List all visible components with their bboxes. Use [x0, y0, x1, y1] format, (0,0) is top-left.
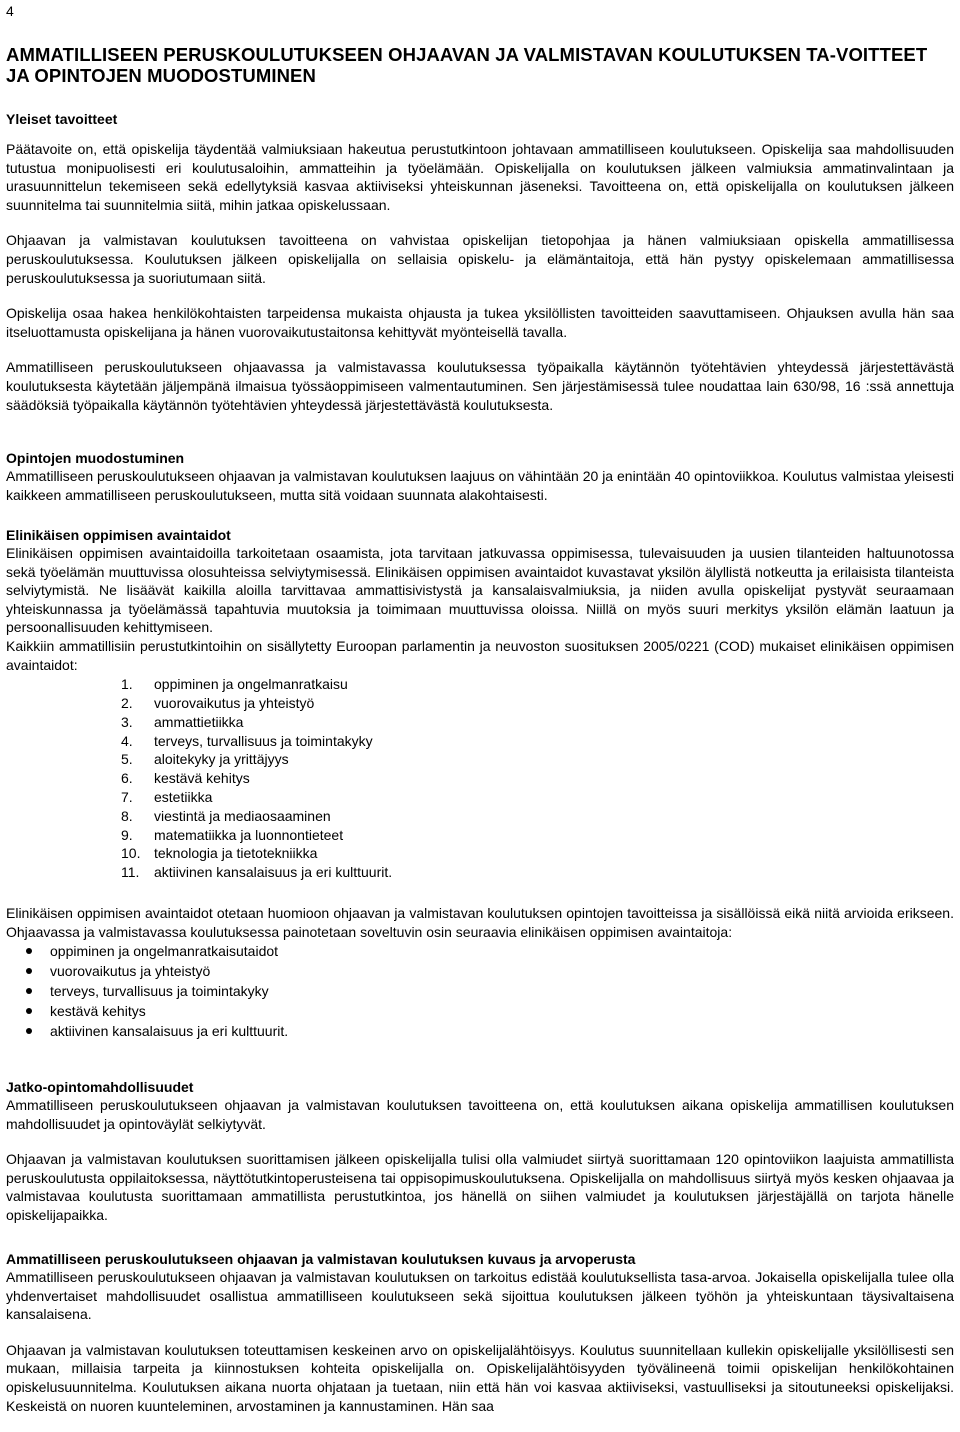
page-number: 4	[6, 3, 14, 19]
paragraph: Ammatilliseen peruskoulutukseen ohjaavan ja valmistavan koulutuksen on tarkoitus edistää koulutuksellista tasa-arvoa. Jokaisella opiskelijalla tulee olla yhdenvertaiset mahdollisuudet osallistua ammatilliseen koulutukseen sekä sijoittua koulutuksen jälkeen työhön ja yhteiskuntaan täysivaltaisena kansalaisena.	[6, 1269, 954, 1323]
list-item-text: estetiikka	[154, 788, 213, 805]
bullet-item-text: kestävä kehitys	[50, 1003, 146, 1020]
numbered-list	[6, 675, 954, 882]
list-number: 10.	[121, 845, 141, 862]
section-heading: Yleiset tavoitteet	[6, 111, 118, 127]
list-number: 1.	[121, 676, 133, 693]
list-item	[6, 807, 954, 826]
bullet-item	[6, 961, 954, 981]
list-item	[6, 750, 954, 769]
list-number: 7.	[121, 788, 133, 805]
section-heading: Elinikäisen oppimisen avaintaidot	[6, 527, 231, 543]
list-item	[6, 675, 954, 694]
bullet-item-text: aktiivinen kansalaisuus ja eri kulttuurit.	[50, 1023, 289, 1040]
list-item-text: ammattietiikka	[154, 713, 244, 730]
list-number: 9.	[121, 826, 133, 843]
list-item-text: aktiivinen kansalaisuus ja eri kulttuurit.	[154, 864, 393, 881]
bullet-list	[6, 941, 954, 1041]
list-number: 3.	[121, 713, 133, 730]
list-item	[6, 694, 954, 713]
section-elinikaisen-oppimisen-avaintaidot	[6, 526, 954, 882]
list-number: 2.	[121, 694, 133, 711]
section-heading: Jatko-opintomahdollisuudet	[6, 1079, 194, 1095]
paragraph: Ammatilliseen peruskoulutukseen ohjaavassa ja valmistavassa koulutuksessa työpaikalla käytännön työtehtävien yhteydessä järjestettävästä koulutuksesta käytetään jäljempänä ilmaisua työssäoppimiseen valmentautuminen. Sen järjestämisessä tulee noudattaa lain 630/98, 16 :ssä annettuja säädöksiä työpaikalla käytännön työtehtävien yhteydessä järjestettävästä koulutuksesta.	[6, 359, 954, 413]
list-item-text: oppiminen ja ongelmanratkaisu	[154, 676, 348, 693]
paragraph: Ammatilliseen peruskoulutukseen ohjaavan ja valmistavan koulutuksen laajuus on vähintään 20 ja enintään 40 opintoviikkoa. Koulutus valmistaa yleisesti kaikkeen ammatilliseen peruskoulutukseen, mutta sitä voidaan suunnata alakohtaisesti.	[6, 468, 954, 503]
list-item-text: kestävä kehitys	[154, 770, 250, 787]
bullet-icon	[26, 1028, 32, 1034]
list-item-text: aloitekyky ja yrittäjyys	[154, 751, 289, 768]
paragraph: Ammatilliseen peruskoulutukseen ohjaavan ja valmistavan koulutuksen tavoitteena on, että koulutuksen aikana opiskelija ammatillisen koulutuksen mahdollisuudet ja opintoväylät selkiytyvät.	[6, 1097, 954, 1132]
section-koulutuksen-kuvaus-ja-arvoperusta	[6, 1250, 954, 1432]
section-opintojen-muodostuminen	[6, 449, 954, 521]
paragraph: Elinikäisen oppimisen avaintaidoilla tarkoitetaan osaamista, jota tarvitaan jatkuvassa oppimisessa, tulevaisuuden ja uusien tilanteiden haltuunotossa sekä työelämän muuttuvissa olosuhteissa selviytymisessä. Elinikäisen oppimisen avaintaidot kuvastavat yksilön älyllistä notkeutta ja erilaisista tilanteista selviytymistä. Ne lisäävät kaikilla aloilla tarvittavaa ammattisivistystä ja kansalaisvalmiuksia, ja niiden avulla opiskelijat pystyvät seuraamaan yhteiskunnassa ja työelämässä tapahtuvia muutoksia ja toimimaan muuttuvissa oloissa. Niillä on myös suuri merkitys yksilön elämän laatuun ja persoonallisuuden kehittymiseen.	[6, 545, 954, 636]
list-item	[6, 788, 954, 807]
list-number: 11.	[121, 864, 140, 881]
paragraph: Ohjaavan ja valmistavan koulutuksen suorittamisen jälkeen opiskelijalla tulisi olla valmiudet siirtyä suorittamaan 120 opintoviikon laajuista ammatillista peruskoulutusta oppilaitoksessa, näyttötutkintoperusteisena tai oppisopimuskoulutuksena. Opiskelijalla on mahdollisuus siirtyä myös kesken ohjaavaa ja valmistavaa koulutusta suorittamaan ammatillista perustutkintoa, jos hänellä on siihen valmiudet ja koulutuksen järjestäjällä on tarjota hänelle opiskelijapaikka.	[6, 1151, 954, 1223]
list-number: 4.	[121, 732, 133, 749]
list-item-text: matematiikka ja luonnontieteet	[154, 826, 344, 843]
section-heading: Ammatilliseen peruskoulutukseen ohjaavan ja valmistavan koulutuksen kuvaus ja arvoperusta	[6, 1251, 636, 1267]
list-item	[6, 844, 954, 863]
section-heading: Opintojen muodostuminen	[6, 450, 185, 466]
bullet-item	[6, 941, 954, 961]
list-number: 8.	[121, 807, 133, 824]
list-item-text: vuorovaikutus ja yhteistyö	[154, 694, 315, 711]
bullet-item	[6, 1001, 954, 1021]
list-item	[6, 732, 954, 751]
list-number: 5.	[121, 751, 133, 768]
bullet-icon	[26, 948, 32, 954]
paragraph: Opiskelija osaa hakea henkilökohtaisten tarpeidensa mukaista ohjausta ja tukea yksilöllisten tavoitteiden saavuttamiseen. Ohjauksen avulla hän saa itseluottamusta opiskelijana ja hänen vuorovaikutustaitonsa kehittyvät myönteisellä tavalla.	[6, 305, 954, 340]
section-yleiset-tavoitteet	[6, 110, 954, 431]
paragraph: Elinikäisen oppimisen avaintaidot otetaan huomioon ohjaavan ja valmistavan koulutuksen opintojen tavoitteissa ja sisällöissä eikä niitä arvioida erikseen. Ohjaavassa ja valmistavassa koulutuksessa painotetaan soveltuvin osin seuraavia elinikäisen oppimisen avaintaitoja:	[6, 905, 954, 940]
page-title: AMMATILLISEEN PERUSKOULUTUKSEEN OHJAAVAN JA VALMISTAVAN KOULUTUKSEN TA-VOITTEET JA OPINTOJEN MUODOSTUMINEN	[6, 44, 928, 86]
bullet-item-text: terveys, turvallisuus ja toimintakyky	[50, 983, 269, 1000]
list-item-text: viestintä ja mediaosaaminen	[154, 807, 331, 824]
paragraph: Ohjaavan ja valmistavan koulutuksen tavoitteena on vahvistaa opiskelijan tietopohjaa ja hänen valmiuksiaan opiskella ammatillisessa peruskoulutuksessa. Koulutuksen jälkeen opiskelijalla on sellaisia opiskelu- ja elämäntaitoja, että hän pystyy opiskelemaan ammatillisessa peruskoulutuksessa ja suoriutumaan siitä.	[6, 232, 954, 286]
bullet-icon	[26, 988, 32, 994]
section-avaintaidot-painotus	[6, 904, 954, 1041]
paragraph: Päätavoite on, että opiskelija täydentää valmiuksiaan hakeutua perustutkintoon johtavaan ammatilliseen koulutukseen. Opiskelija saa mahdollisuuden tutustua monipuolisesti eri koulutusaloihin, ammatteihin ja työelämään. Opiskelijalla on koulutuksen jälkeen valmiuksia ammatinvalintaan ja urasuunnittelun tekemiseen sekä edellytyksiä kasvaa aktiiviseksi yhteiskunnan jäseneksi. Tavoitteena on, että opiskelijalla on koulutuksen jälkeen suunnitelma tai suunnitelmia siitä, mihin jatkaa opiskelussaan.	[6, 141, 954, 213]
list-item-text: terveys, turvallisuus ja toimintakyky	[154, 732, 373, 749]
paragraph: Ohjaavan ja valmistavan koulutuksen toteuttamisen keskeinen arvo on opiskelijalähtöisyys. Koulutus suunnitellaan kullekin opiskelijalle yksilöllisesti sen mukaan, millaisia tarpeita ja kiinnostuksen kohteita opiskelijalla on. Opiskelijalähtöisyyden työvälineenä toimii opiskelijan henkilökohtainen opiskelusuunnitelma. Koulutuksen aikana nuorta ohjataan ja tuetaan, niin että hän voi kasvaa aktiiviseksi, vastuulliseksi ja sitoutuneeksi opiskelijaksi. Keskeistä on nuoren kuunteleminen, arvostaminen ja kannustaminen. Hän saa	[6, 1341, 954, 1414]
list-item	[6, 769, 954, 788]
bullet-icon	[26, 968, 32, 974]
section-jatko-opintomahdollisuudet	[6, 1078, 954, 1242]
bullet-icon	[26, 1008, 32, 1014]
list-item	[6, 863, 954, 882]
list-item	[6, 713, 954, 732]
list-number: 6.	[121, 770, 133, 787]
bullet-item	[6, 981, 954, 1001]
bullet-item-text: vuorovaikutus ja yhteistyö	[50, 963, 211, 980]
list-item-text: teknologia ja tietotekniikka	[154, 845, 318, 862]
paragraph: Kaikkiin ammatillisiin perustutkintoihin on sisällytetty Euroopan parlamentin ja neuvoston suosituksen 2005/0221 (COD) mukaiset elinikäisen oppimisen avaintaidot:	[6, 637, 954, 673]
list-item	[6, 826, 954, 845]
bullet-item	[6, 1021, 954, 1041]
bullet-item-text: oppiminen ja ongelmanratkaisutaidot	[50, 943, 279, 960]
